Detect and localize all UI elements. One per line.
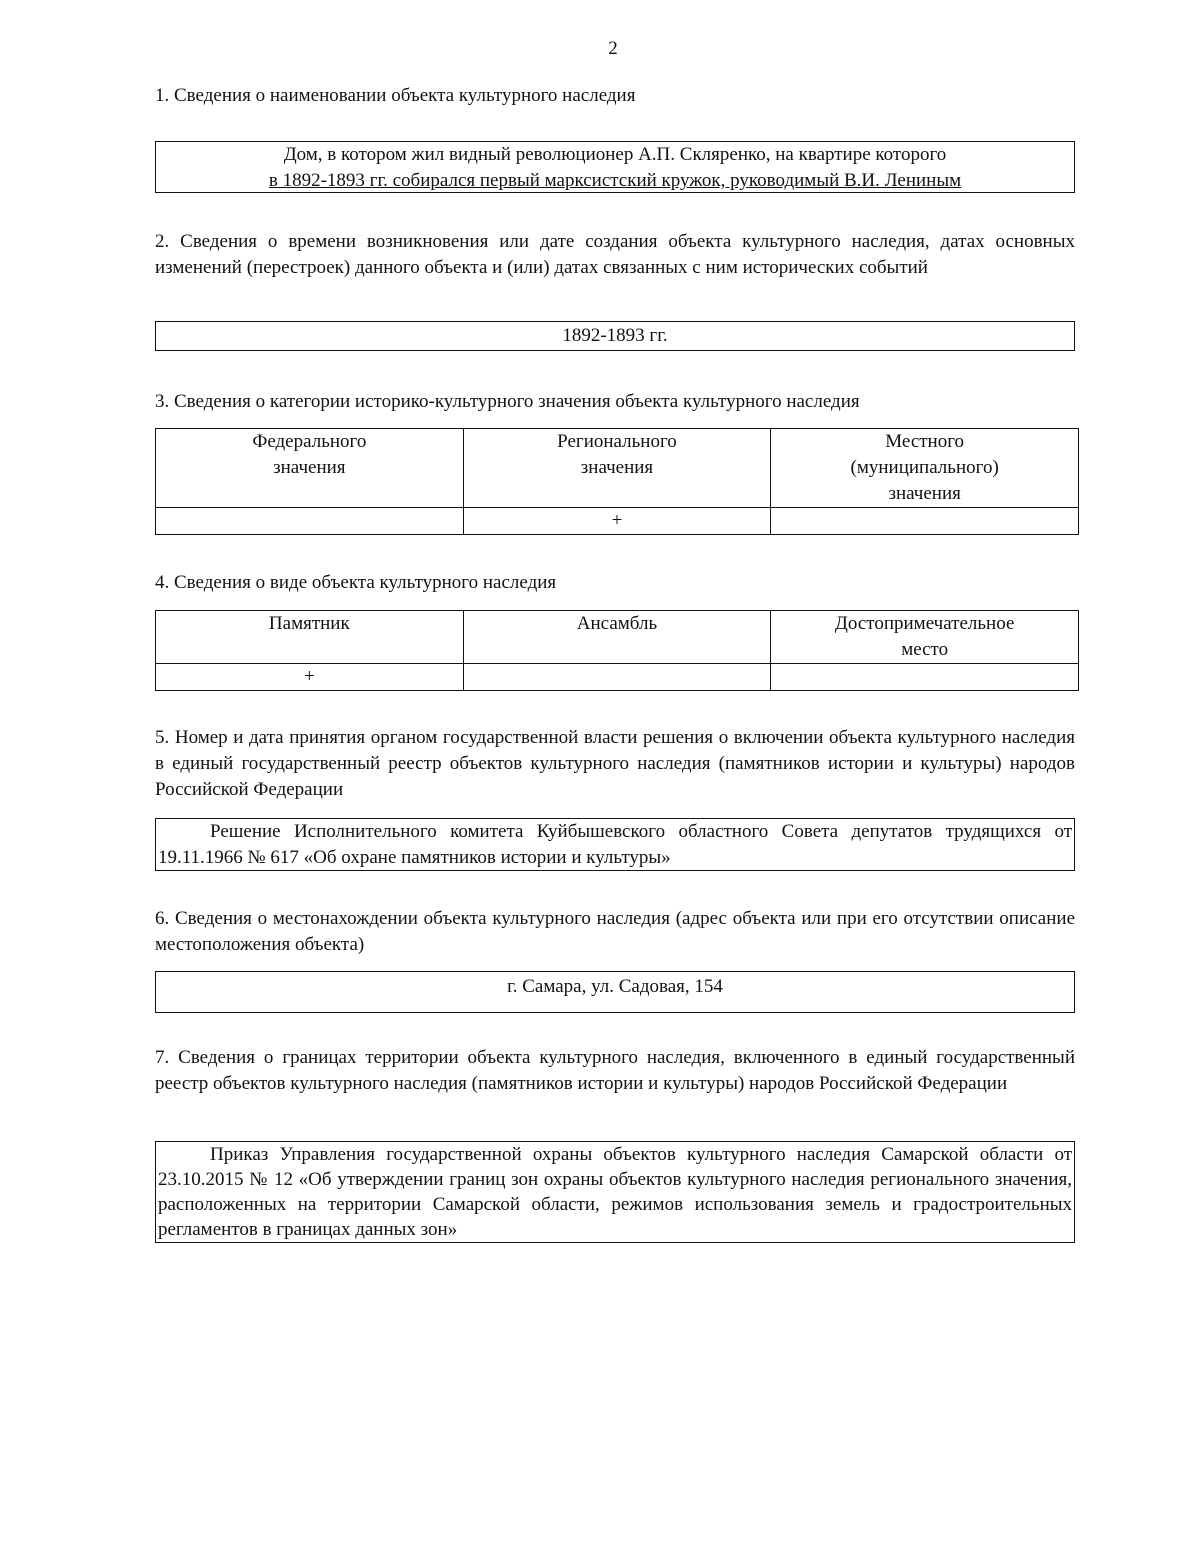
type-landmark-header: Достопримечательное место (771, 611, 1079, 664)
section-1-heading: 1. Сведения о наименовании объекта культурного наследия (155, 85, 636, 106)
section-5-heading: 5. Номер и дата принятия органом государственной власти решения о включении объекта культурного наследия в единый государственный реестр объектов культурного наследия (памятников истории и культуры) народов Российской Федерации (155, 727, 1075, 800)
registry-decision-box (155, 818, 1075, 871)
section-4-heading: 4. Сведения о виде объекта культурного наследия (155, 572, 557, 593)
category-local-header: Местного (муниципального) значения (771, 429, 1079, 508)
category-local-mark (771, 508, 1079, 535)
section-6-heading: 6. Сведения о местонахождении объекта культурного наследия (адрес объекта или при его отсутствии описание местоположения объекта) (155, 908, 1075, 955)
boundaries-order-text: Приказ Управления государственной охраны объектов культурного наследия Самарской области от 23.10.2015 № 12 «Об утверждении границ зон охраны объектов культурного наследия регионального значения, расположенных на территории Самарской области, режимов использования земель и градостроительных регламентов в границах данных зон» (158, 1144, 1072, 1240)
category-table (155, 428, 1079, 535)
object-name-line-2: в 1892-1893 гг. собирался первый марксистский кружок, руководимый В.И. Лениным (268, 170, 962, 191)
category-federal-header: Федерального значения (156, 429, 464, 508)
category-regional-header: Регионального значения (463, 429, 771, 508)
section-3-heading: 3. Сведения о категории историко-культурного значения объекта культурного наследия (155, 391, 860, 412)
section-2-heading: 2. Сведения о времени возникновения или дате создания объекта культурного наследия, датах основных изменений (перестроек) данного объекта и (или) датах связанных с ним исторических событий (155, 231, 1075, 278)
location-address: г. Самара, ул. Садовая, 154 (507, 976, 723, 997)
section-7-heading: 7. Сведения о границах территории объекта культурного наследия, включенного в единый государственный реестр объектов культурного наследия (памятников истории и культуры) народов Российской Федерации (155, 1047, 1075, 1094)
category-federal-mark (156, 508, 464, 535)
object-type-table (155, 610, 1079, 691)
object-name-line-1: Дом, в котором жил видный революционер А.П. Скляренко, на квартире которого (283, 144, 947, 165)
location-box (155, 971, 1075, 1013)
type-monument-header: Памятник (156, 611, 464, 664)
page-number: 2 (608, 38, 618, 59)
type-ensemble-mark (463, 664, 771, 691)
creation-date-box (155, 321, 1075, 351)
object-name-box (155, 141, 1075, 193)
registry-decision-text: Решение Исполнительного комитета Куйбышевского областного Совета депутатов трудящихся от 19.11.1966 № 617 «Об охране памятников истории и культуры» (158, 821, 1072, 868)
boundaries-order-box (155, 1141, 1075, 1243)
creation-date-value: 1892-1893 гг. (562, 325, 668, 346)
category-regional-mark: + (463, 508, 771, 535)
type-monument-mark: + (156, 664, 464, 691)
type-ensemble-header: Ансамбль (463, 611, 771, 664)
type-landmark-mark (771, 664, 1079, 691)
